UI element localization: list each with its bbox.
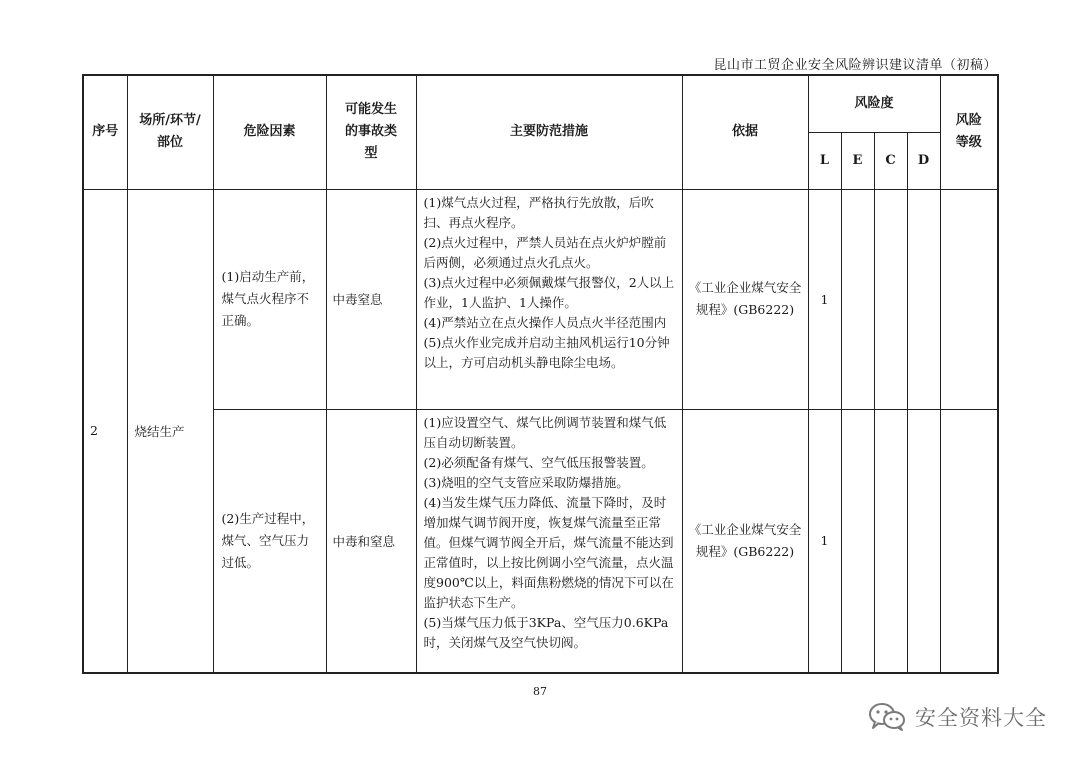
header-basis: 依据 (682, 75, 808, 189)
measure-item: (1)应设置空气、煤气比例调节装置和煤气低压自动切断装置。 (423, 414, 667, 450)
header-D: D (907, 132, 940, 189)
header-location: 场所/环节/部位 (127, 75, 213, 189)
header-hazard: 危险因素 (213, 75, 326, 189)
row-risk-level (940, 189, 998, 409)
header-E: E (841, 132, 874, 189)
row-E (841, 409, 874, 673)
row-E (841, 189, 874, 409)
measure-item: (2)必须配备有煤气、空气低压报警装置。 (423, 454, 654, 470)
table-row (83, 189, 998, 409)
watermark-text: 安全资料大全 (915, 706, 1047, 730)
header-accident-type: 可能发生的事故类型 (326, 75, 416, 189)
header-risk-degree: 风险度 (808, 75, 940, 132)
header-C: C (874, 132, 907, 189)
watermark (867, 701, 1047, 733)
measure-item: (4)严禁站立在点火操作人员点火半径范围内 (423, 314, 667, 330)
table-row (83, 409, 998, 673)
measure-item: (3)点火过程中必须佩戴煤气报警仪，2人以上作业，1人监护、1人操作。 (423, 274, 675, 310)
risk-table-container (82, 74, 997, 674)
row-basis: 《工业企业煤气安全规程》(GB6222) (682, 409, 808, 673)
row-location: 烧结生产 (127, 189, 213, 673)
row-D (907, 189, 940, 409)
measure-item: (4)当发生煤气压力降低、流量下降时，及时增加煤气调节阀开度，恢复煤气流量至正常值。但煤气调节阀全开后，煤气流量不能达到正常值时，以上按比例调小空气流量，点火温度900℃以上，料面焦粉燃烧的情况下可以在监护状态下生产。 (423, 494, 674, 610)
row-accident-type: 中毒和窒息 (326, 409, 416, 673)
page-header: 昆山市工贸企业安全风险辨识建议清单（初稿） (713, 58, 997, 73)
row-risk-level (940, 409, 998, 673)
header-risk-level: 风险等级 (940, 75, 998, 189)
row-D (907, 409, 940, 673)
measure-item: (3)烧咀的空气支管应采取防爆措施。 (423, 474, 629, 490)
row-hazard: (1)启动生产前，煤气点火程序不正确。 (213, 189, 326, 409)
page-number: 87 (533, 685, 547, 698)
header-L: L (808, 132, 841, 189)
row-hazard: (2)生产过程中，煤气、空气压力过低。 (213, 409, 326, 673)
row-L: 1 (808, 189, 841, 409)
risk-identification-table (82, 74, 999, 674)
row-basis: 《工业企业煤气安全规程》(GB6222) (682, 189, 808, 409)
measure-item: (5)点火作业完成并启动主抽风机运行10分钟以上，方可启动机头静电除尘电场。 (423, 334, 670, 370)
row-C (874, 409, 907, 673)
row-seq: 2 (83, 189, 127, 673)
row-C (874, 189, 907, 409)
row-measures (416, 189, 682, 409)
row-accident-type: 中毒窒息 (326, 189, 416, 409)
header-measures: 主要防范措施 (416, 75, 682, 189)
row-measures (416, 409, 682, 673)
measure-item: (1)煤气点火过程，严格执行先放散，后吹扫、再点火程序。 (423, 194, 654, 230)
measure-item: (5)当煤气压力低于3KPa、空气压力0.6KPa时，关闭煤气及空气快切阀。 (423, 614, 669, 650)
row-L: 1 (808, 409, 841, 673)
measure-item: (2)点火过程中，严禁人员站在点火炉炉膛前后两侧，必须通过点火孔点火。 (423, 234, 667, 270)
header-seq: 序号 (83, 75, 127, 189)
wechat-logo-icon (867, 702, 907, 732)
